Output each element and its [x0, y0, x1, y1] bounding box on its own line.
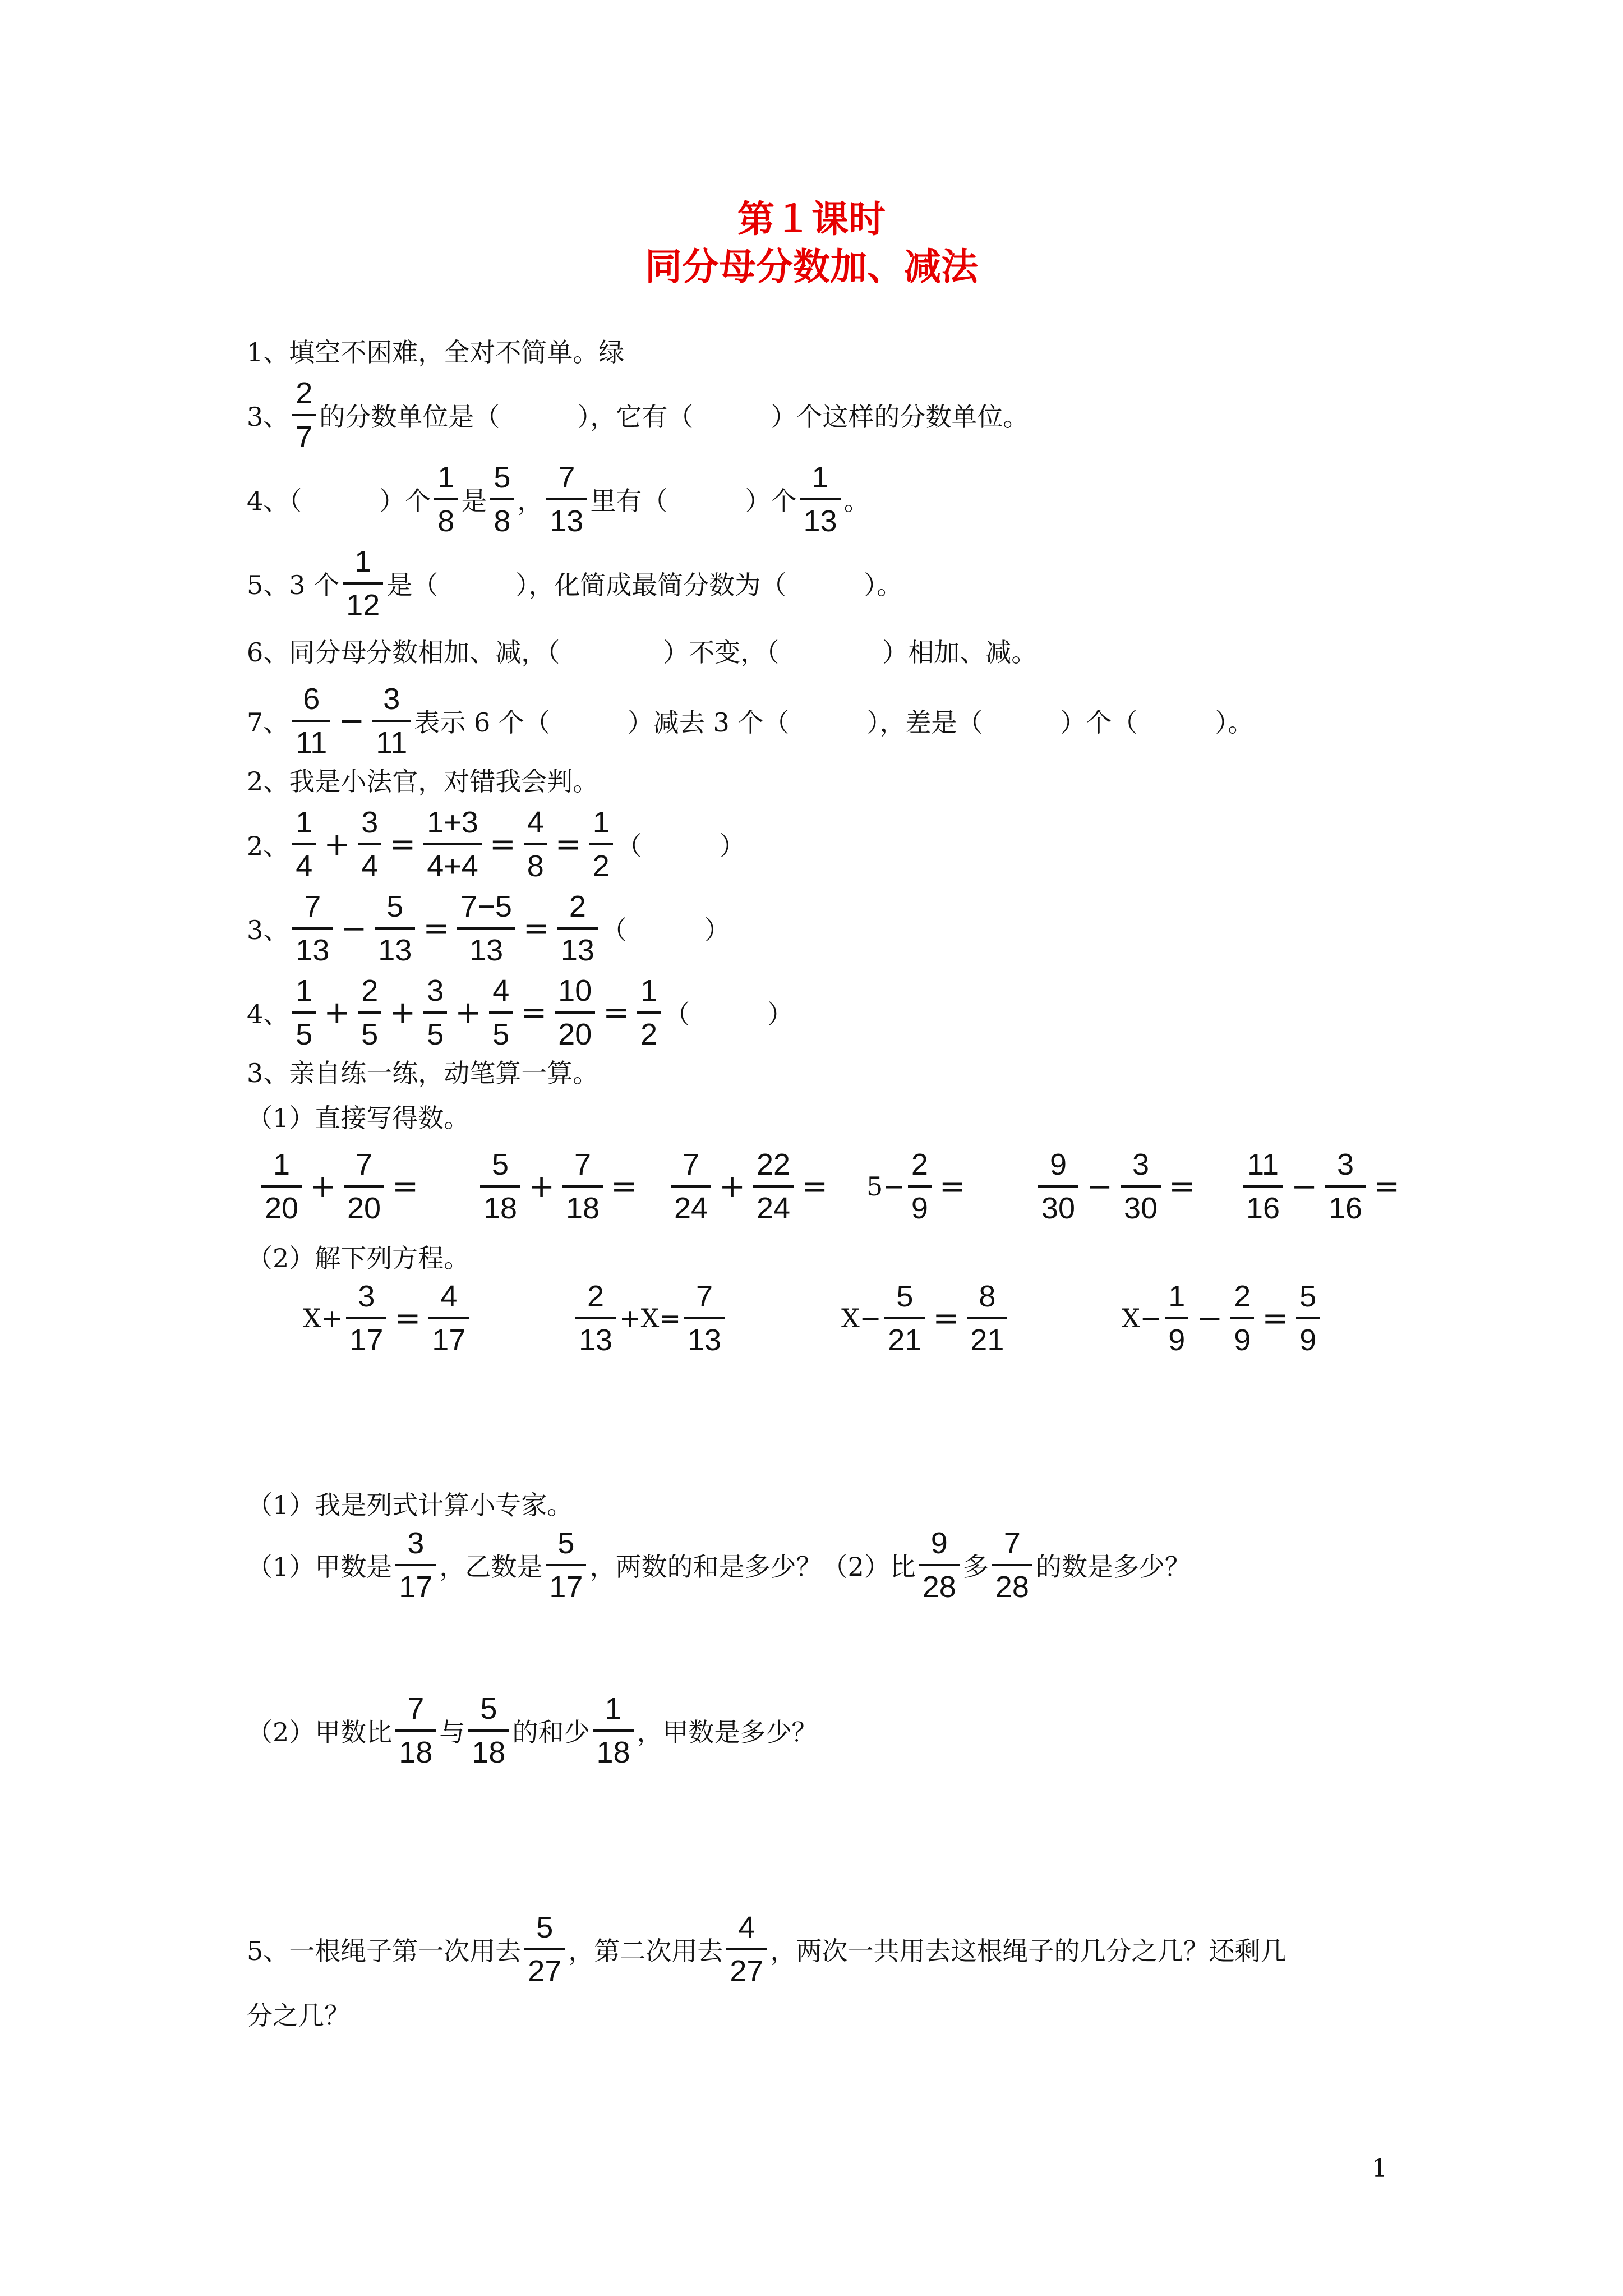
section-4-heading — [247, 1481, 1410, 1526]
q-text: ，两次一共用去这根绳子的几分之几？还剩几 — [770, 1936, 1287, 1966]
section-3-heading — [247, 1049, 1410, 1094]
calc-item — [667, 1144, 832, 1228]
answer-blank[interactable]: （ ） — [616, 831, 745, 861]
equals: = — [801, 1168, 828, 1205]
equation-3 — [841, 1276, 1011, 1360]
operator: 5− — [866, 1171, 905, 1202]
fraction: $\frac{3}{5}$ — [423, 972, 447, 1053]
fraction: $\frac{3}{17}$ — [395, 1525, 436, 1605]
fraction: $\frac{7}{24}$ — [671, 1146, 711, 1227]
q-text: 是 — [461, 486, 487, 516]
fraction: $\frac{5}{18}$ — [480, 1146, 520, 1227]
q-text: 多 — [962, 1552, 989, 1582]
q-text: 。 — [843, 486, 870, 516]
q-text: 5、一根绳子第一次用去 — [247, 1936, 522, 1966]
fraction: $\frac{2}{9}$ — [908, 1146, 932, 1227]
q-label: 7、 — [247, 707, 289, 738]
q-text: 里有（ ）个 — [590, 486, 797, 516]
fraction: $\frac{7}{28}$ — [992, 1525, 1032, 1605]
question-1-7 — [247, 679, 1410, 763]
equals: = — [1262, 1300, 1289, 1337]
equals: = — [1169, 1168, 1195, 1205]
fraction: $\frac{2}{9}$ — [1230, 1278, 1254, 1359]
q-text: ， — [517, 486, 543, 516]
answer-blank[interactable]: （ ） — [664, 999, 794, 1029]
operator: − — [1196, 1300, 1223, 1337]
section-1-heading — [247, 328, 1410, 373]
fraction: $\frac{5}{9}$ — [1296, 1278, 1320, 1359]
fraction: $\frac{3}{11}$ — [372, 680, 411, 761]
subheading-text: （1）直接写得数。 — [247, 1103, 470, 1133]
question-1-4 — [247, 457, 1410, 541]
q-text: （1）甲数是 — [247, 1552, 393, 1582]
fraction: $\frac{8}{21}$ — [967, 1278, 1007, 1359]
page-subtitle: 同分母分数加、减法 — [645, 245, 978, 288]
section-2-heading — [247, 757, 1410, 802]
variable: X− — [1122, 1303, 1162, 1333]
equals: = — [603, 994, 630, 1031]
calc-item — [1035, 1144, 1200, 1228]
fraction: $\frac{2}{13}$ — [575, 1278, 616, 1359]
variable: +X= — [619, 1303, 681, 1333]
q-label: 3、 — [247, 402, 289, 432]
q-text: ，第二次用去 — [568, 1936, 723, 1966]
calc-item — [477, 1144, 642, 1228]
equals: = — [394, 1300, 421, 1337]
variable: X+ — [303, 1303, 343, 1333]
fraction: $\frac{2}{13}$ — [557, 888, 598, 969]
q-label: 3、 — [247, 915, 289, 945]
equation-2 — [572, 1276, 728, 1360]
page-title: 第１课时 — [737, 197, 886, 241]
fraction: $\frac{10}{20}$ — [555, 972, 595, 1053]
fraction: $\frac{22}{24}$ — [753, 1146, 794, 1227]
fraction: $\frac{7}{18}$ — [562, 1146, 603, 1227]
fraction: $\frac{4}{27}$ — [726, 1909, 767, 1990]
fraction: $\frac{9}{28}$ — [919, 1525, 960, 1605]
fraction: $\frac{3}{16}$ — [1325, 1146, 1366, 1227]
fraction: $\frac{7}{13}$ — [546, 459, 587, 540]
q-text: 分之几？ — [247, 2000, 350, 2031]
fraction: $\frac{11}{16}$ — [1243, 1146, 1283, 1227]
question-1-6 — [247, 628, 1410, 673]
fraction: $\frac{5}{27}$ — [524, 1909, 565, 1990]
fraction: $\frac{1}{20}$ — [261, 1146, 302, 1227]
fraction: $\frac{1}{8}$ — [434, 459, 458, 540]
word-problem-1 — [247, 1523, 1410, 1607]
question-1-5 — [247, 541, 1410, 625]
fraction: $\frac{6}{11}$ — [292, 680, 330, 761]
operator: + — [455, 994, 482, 1031]
q-text: 的数是多少？ — [1035, 1552, 1191, 1582]
equals: = — [611, 1168, 637, 1205]
fraction: $\frac{9}{30}$ — [1038, 1146, 1078, 1227]
fraction: $\frac{5}{8}$ — [490, 459, 514, 540]
operator: + — [324, 826, 351, 863]
q-text: 的分数单位是（ ），它有（ ）个这样的分数单位。 — [319, 402, 1029, 432]
fraction: $\frac{3}{17}$ — [346, 1278, 386, 1359]
fraction: $\frac{4}{8}$ — [524, 804, 547, 885]
equals: = — [1373, 1168, 1400, 1205]
heading-text: 2、我是小法官，对错我会判。 — [247, 766, 599, 797]
question-5 — [247, 1907, 1410, 1991]
fraction: $\frac{2}{7}$ — [292, 375, 316, 455]
operator: − — [1086, 1168, 1113, 1205]
fraction: $\frac{2}{5}$ — [358, 972, 381, 1053]
equals: = — [489, 826, 516, 863]
fraction: $\frac{1}{9}$ — [1165, 1278, 1188, 1359]
operator: + — [719, 1168, 745, 1205]
operator: + — [310, 1168, 336, 1205]
q-text: ，甲数是多少？ — [637, 1717, 818, 1747]
heading-text: 3、亲自练一练，动笔算一算。 — [247, 1058, 599, 1088]
q-text: 表示 6 个（ ）减去 3 个（ ），差是（ ）个（ ）。 — [414, 707, 1254, 738]
heading-text: 1、填空不困难，全对不简单。绿 — [247, 337, 625, 367]
equals: = — [423, 910, 450, 947]
section-3-sub2 — [247, 1234, 1410, 1279]
operator: + — [389, 994, 416, 1031]
equals: = — [392, 1168, 418, 1205]
calc-item — [1239, 1144, 1404, 1228]
fraction: $\frac{1}{13}$ — [800, 459, 840, 540]
fraction: $\frac{5}{18}$ — [468, 1690, 509, 1771]
calc-item — [866, 1144, 970, 1228]
operator: + — [324, 994, 351, 1031]
fraction: $\frac{5}{21}$ — [884, 1278, 925, 1359]
equals: = — [389, 826, 416, 863]
fraction: $\frac{1}{18}$ — [593, 1690, 633, 1771]
equation-4 — [1122, 1276, 1323, 1360]
fraction: $\frac{1}{2}$ — [589, 804, 613, 885]
fraction: $\frac{3}{4}$ — [358, 804, 381, 885]
fraction: $\frac{1}{2}$ — [637, 972, 661, 1053]
equals: = — [939, 1168, 966, 1205]
heading-text: （1）我是列式计算小专家。 — [247, 1490, 573, 1520]
fraction: $\frac{4}{5}$ — [489, 972, 513, 1053]
question-2-3 — [247, 886, 1410, 970]
equals: = — [933, 1300, 960, 1337]
fraction: $\frac{3}{30}$ — [1121, 1146, 1161, 1227]
question-2-2 — [247, 802, 1410, 886]
question-1-3 — [247, 373, 1410, 457]
fraction: $\frac{1}{12}$ — [343, 543, 383, 624]
operator: − — [338, 702, 365, 739]
q-text: 与 — [439, 1717, 465, 1747]
question-2-4 — [247, 970, 1410, 1055]
equals: = — [520, 994, 547, 1031]
fraction: $\frac{1+3}{4+4}$ — [423, 804, 482, 885]
fraction: $\frac{1}{4}$ — [292, 804, 316, 885]
fraction: $\frac{5}{17}$ — [546, 1525, 586, 1605]
q-text: 的和少 — [512, 1717, 590, 1747]
q-text: 5、3 个 — [247, 570, 340, 600]
equals: = — [523, 910, 550, 947]
q-text: ，乙数是 — [439, 1552, 543, 1582]
section-3-sub1 — [247, 1094, 1410, 1139]
answer-blank[interactable]: （ ） — [601, 915, 730, 945]
fraction: $\frac{7}{18}$ — [395, 1690, 436, 1771]
q-text: 是（ ），化简成最简分数为（ ）。 — [386, 570, 903, 600]
q-label: 2、 — [247, 831, 289, 861]
operator: − — [340, 910, 367, 947]
calc-item — [258, 1144, 423, 1228]
fraction: $\frac{7}{20}$ — [344, 1146, 384, 1227]
word-problem-2 — [247, 1688, 1410, 1773]
fraction: $\frac{7}{13}$ — [684, 1278, 725, 1359]
fraction: $\frac{7}{13}$ — [292, 888, 333, 969]
operator: + — [528, 1168, 555, 1205]
equation-1 — [303, 1276, 472, 1360]
operator: − — [1291, 1168, 1317, 1205]
q-text: ，两数的和是多少？（2）比 — [589, 1552, 916, 1582]
fraction: $\frac{5}{13}$ — [375, 888, 415, 969]
variable: X− — [841, 1303, 882, 1333]
fraction: $\frac{1}{5}$ — [292, 972, 316, 1053]
q-text: （2）甲数比 — [247, 1717, 393, 1747]
fraction: $\frac{4}{17}$ — [428, 1278, 469, 1359]
q-text: 4、（ ）个 — [247, 486, 431, 516]
equals: = — [555, 826, 582, 863]
fraction: $\frac{7-5}{13}$ — [457, 888, 515, 969]
subheading-text: （2）解下列方程。 — [247, 1243, 470, 1273]
question-5-cont — [247, 1991, 1410, 2036]
q-label: 4、 — [247, 999, 289, 1029]
q-text: 6、同分母分数相加、减，（ ）不变，（ ）相加、减。 — [247, 637, 1038, 668]
page-number: 1 — [1372, 2154, 1387, 2183]
